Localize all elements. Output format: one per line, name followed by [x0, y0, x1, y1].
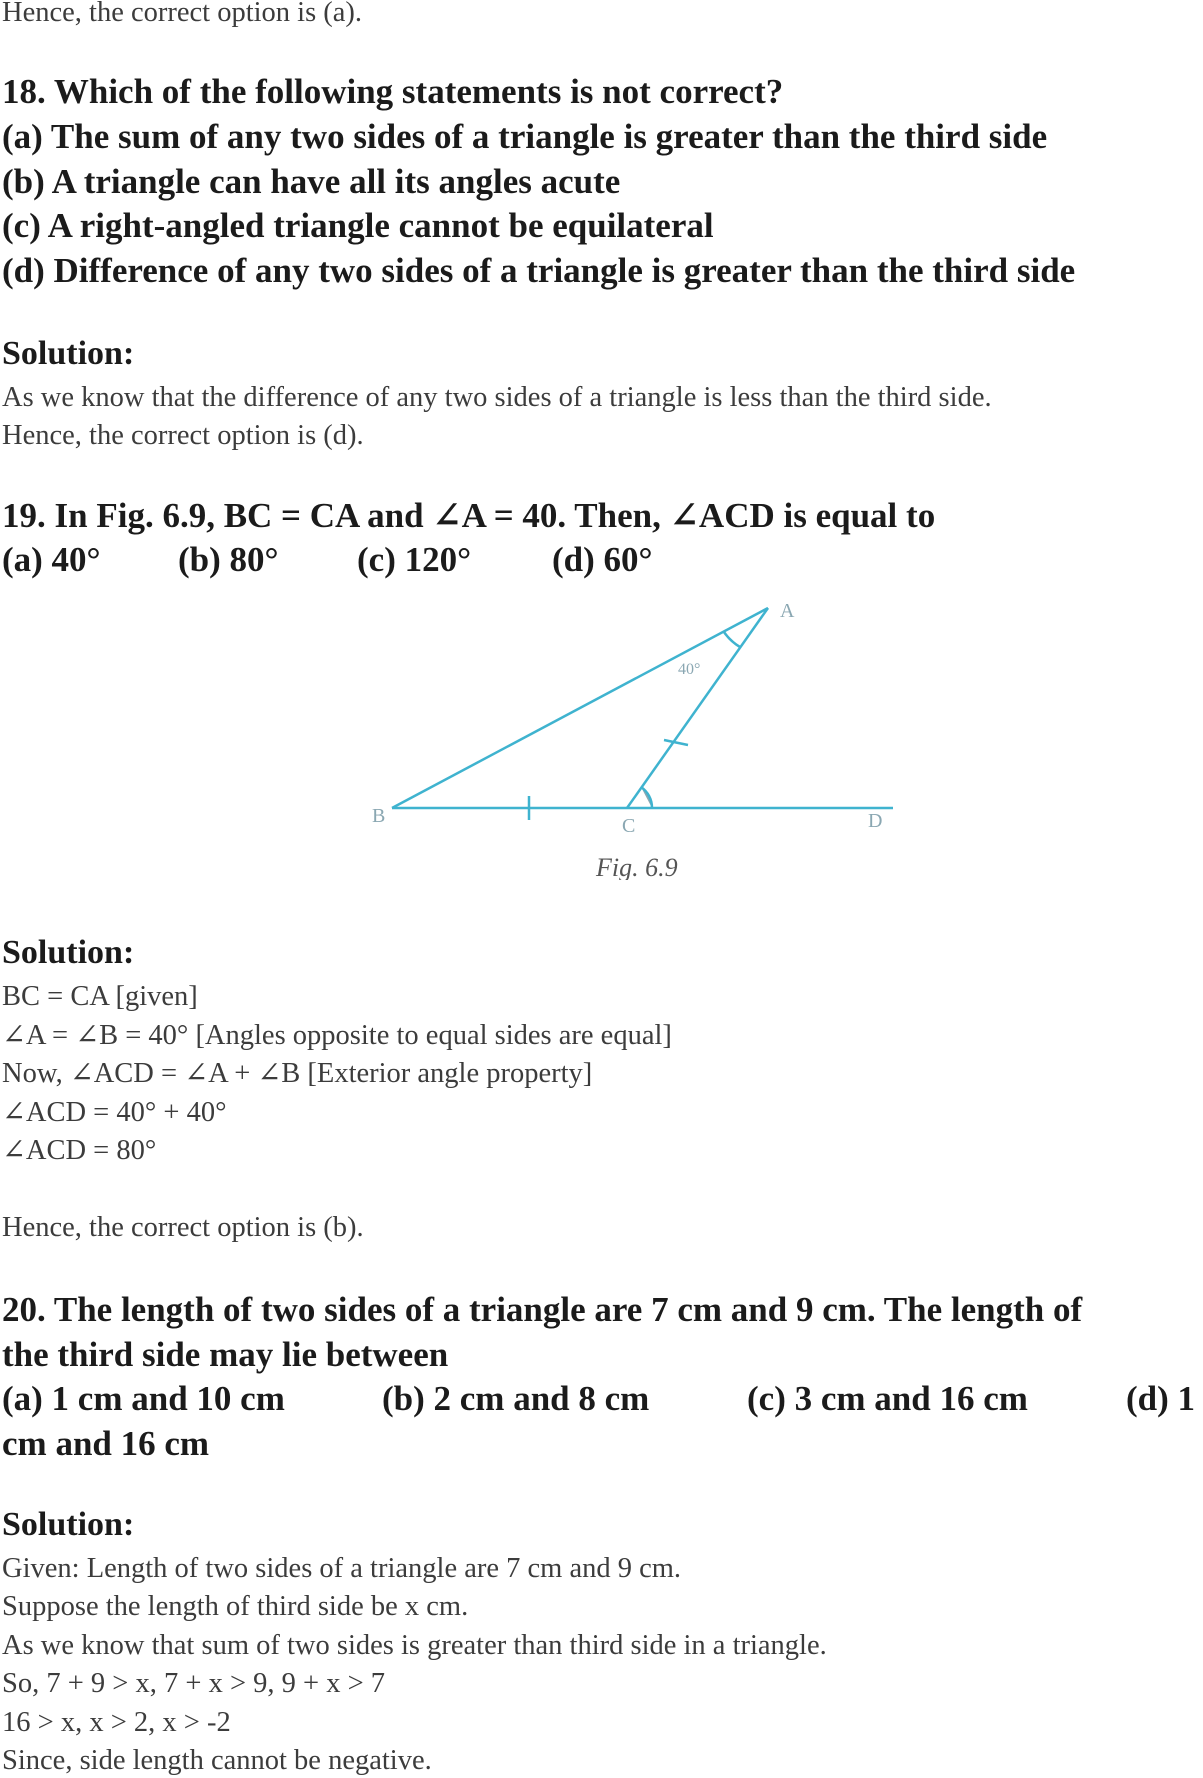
- label-a: A: [780, 600, 795, 622]
- previous-answer-conclusion: Hence, the correct option is (a).: [2, 0, 363, 28]
- q20-solution-line: Suppose the length of third side be x cm.: [2, 1591, 469, 1622]
- q20-option-c: (c) 3 cm and 16 cm: [747, 1379, 1028, 1418]
- q20-option-d-wrap: cm and 16 cm: [2, 1424, 210, 1463]
- label-d: D: [868, 810, 883, 832]
- figure-caption: Fig. 6.9: [596, 853, 678, 880]
- q19-option-c: (c) 120°: [357, 540, 472, 579]
- side-ca: [627, 608, 768, 808]
- q18-option-d: (d) Difference of any two sides of a triangle is greater than the third side: [2, 251, 1076, 290]
- q20-option-d: (d) 1: [1126, 1379, 1196, 1418]
- label-c: C: [622, 815, 636, 837]
- figure-6-9: [0, 590, 1203, 880]
- q19-solution-line: ∠ACD = 40° + 40°: [2, 1097, 227, 1128]
- q20-solution-heading: Solution:: [2, 1506, 135, 1543]
- q20-solution-line: Since, side length cannot be negative.: [2, 1745, 432, 1776]
- q19-solution-line: ∠ACD = 80°: [2, 1135, 157, 1166]
- tick-ca: [664, 740, 688, 745]
- q18-solution-line: Hence, the correct option is (d).: [2, 420, 364, 451]
- q19-question: 19. In Fig. 6.9, BC = CA and ∠A = 40. Then, ∠ACD is equal to: [2, 496, 936, 535]
- q20-question-line: the third side may lie between: [2, 1335, 449, 1374]
- q18-solution-line: As we know that the difference of any two sides of a triangle is less than the third side.: [2, 382, 992, 413]
- q18-question: 18. Which of the following statements is not correct?: [2, 72, 784, 111]
- q20-option-b: (b) 2 cm and 8 cm: [382, 1379, 650, 1418]
- q20-solution-line: So, 7 + 9 > x, 7 + x > 9, 9 + x > 7: [2, 1668, 386, 1699]
- q18-option-c: (c) A right-angled triangle cannot be equilateral: [2, 206, 714, 245]
- angle-arc-acd: [641, 787, 652, 808]
- q20-option-a: (a) 1 cm and 10 cm: [2, 1379, 285, 1418]
- q19-option-a: (a) 40°: [2, 540, 101, 579]
- q19-solution-heading: Solution:: [2, 934, 135, 971]
- q19-solution-line: ∠A = ∠B = 40° [Angles opposite to equal sides are equal]: [2, 1020, 672, 1051]
- q19-option-b: (b) 80°: [178, 540, 279, 579]
- angle-arc-a: [724, 632, 740, 647]
- q18-solution-heading: Solution:: [2, 335, 135, 372]
- q19-solution-line: BC = CA [given]: [2, 981, 198, 1012]
- q20-question-line: 20. The length of two sides of a triangle are 7 cm and 9 cm. The length of: [2, 1290, 1083, 1329]
- q20-solution-line: 16 > x, x > 2, x > -2: [2, 1707, 231, 1738]
- q18-option-b: (b) A triangle can have all its angles acute: [2, 162, 621, 201]
- q19-option-d: (d) 60°: [552, 540, 653, 579]
- q19-solution-line: Now, ∠ACD = ∠A + ∠B [Exterior angle property]: [2, 1058, 593, 1089]
- label-b: B: [372, 805, 386, 827]
- q20-solution-line: As we know that sum of two sides is greater than third side in a triangle.: [2, 1630, 827, 1661]
- q20-solution-line: Given: Length of two sides of a triangle are 7 cm and 9 cm.: [2, 1553, 682, 1584]
- q19-conclusion: Hence, the correct option is (b).: [2, 1212, 364, 1243]
- q18-option-a: (a) The sum of any two sides of a triangle is greater than the third side: [2, 117, 1048, 156]
- side-ab: [392, 608, 768, 808]
- angle-label-a: 40°: [678, 661, 701, 678]
